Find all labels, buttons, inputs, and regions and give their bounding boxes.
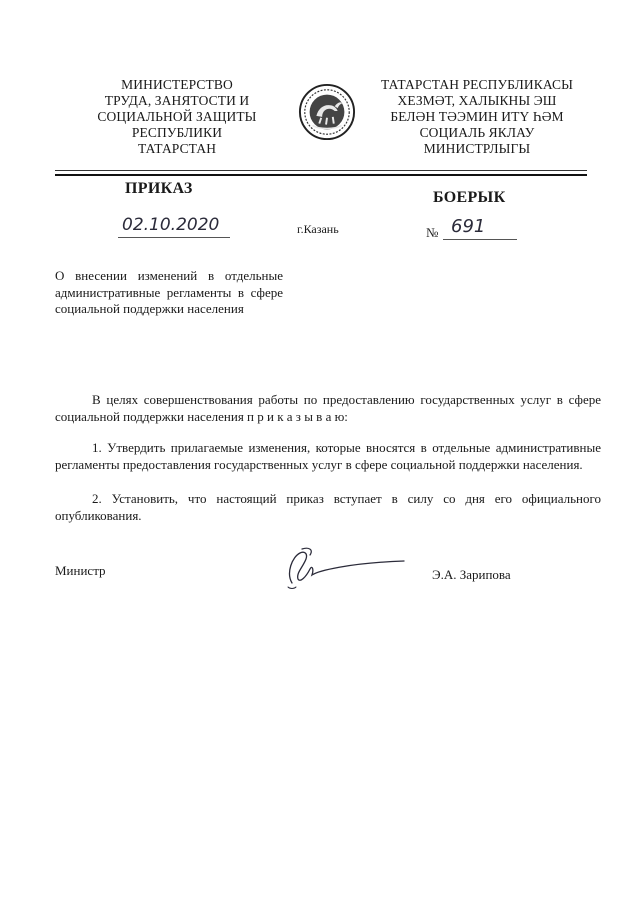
tatarstan-emblem-icon: [298, 83, 356, 141]
ministry-name-russian: [72, 77, 282, 157]
ministry-name-line: РЕСПУБЛИКИ: [131, 125, 223, 140]
ministry-name-line: ТАТАРСТАН: [137, 141, 217, 156]
order-title-russian: ПРИКАЗ: [125, 180, 193, 197]
body-intro: В целях совершенствования работы по предоставлению государственных услуг в сфере социальной поддержки населения п р и к а з ы в а ю:: [55, 392, 601, 424]
ministry-name-line: ХЕЗМӘТ, ХАЛЫКНЫ ЭШ: [397, 93, 557, 108]
order-number-label: №: [426, 225, 439, 240]
signatory-position: Министр: [55, 563, 106, 578]
order-title-tatar: БОЕРЫК: [433, 189, 506, 206]
handwritten-signature: [278, 543, 408, 593]
body-item-2: 2. Установить, что настоящий приказ вступает в силу со дня его официального опубликования.: [55, 491, 601, 523]
ministry-name-line: СОЦИАЛЬ ЯКЛАУ: [419, 125, 535, 140]
ministry-name-line: СОЦИАЛЬНОЙ ЗАЩИТЫ: [97, 109, 257, 124]
number-underline: [443, 239, 517, 240]
ministry-name-line: ТАТАРСТАН РЕСПУБЛИКАСЫ: [380, 77, 574, 92]
signatory-name: Э.А. Зарипова: [432, 567, 511, 582]
ministry-name-tatar: [370, 77, 584, 157]
ministry-name-line: МИНИСТРЛЫГЫ: [423, 141, 531, 156]
order-number: 691: [451, 216, 486, 237]
ministry-name-line: БЕЛӘН ТӘЭМИН ИТҮ ҺӘМ: [390, 109, 564, 124]
ministry-name-line: МИНИСТЕРСТВО: [121, 77, 233, 92]
header-divider: [55, 174, 587, 176]
order-subject: О внесении изменений в отдельные административные регламенты в сфере социальной поддержки населения: [55, 268, 283, 316]
body-item-1: 1. Утвердить прилагаемые изменения, которые вносятся в отдельные административные регламенты предоставления государственных услуг в сфере социальной поддержки населения.: [55, 440, 601, 472]
order-date: 02.10.2020: [122, 215, 220, 235]
date-underline: [118, 237, 230, 238]
header-divider: [55, 170, 587, 171]
ministry-name-line: ТРУДА, ЗАНЯТОСТИ И: [104, 93, 250, 108]
order-city: г.Казань: [297, 222, 339, 236]
